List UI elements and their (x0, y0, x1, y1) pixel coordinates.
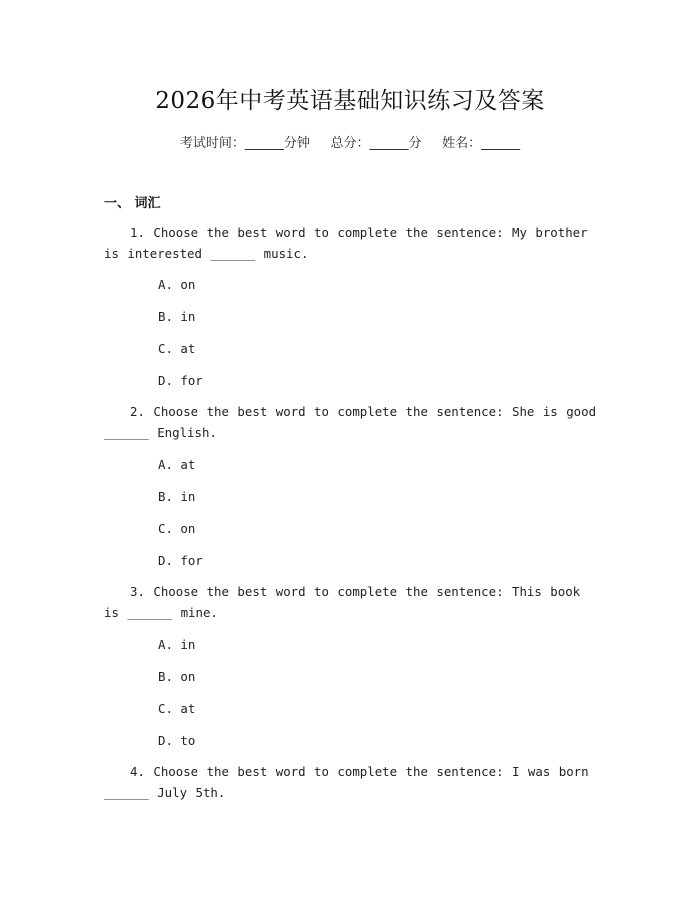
question-1-option-d: D. for (158, 373, 203, 388)
question-2-option-a: A. at (158, 457, 196, 472)
question-2-option-c: C. on (158, 521, 196, 536)
question-4: 4. Choose the best word to complete the sentence: I was born ______ July 5th. (104, 764, 589, 800)
question-1-option-b: B. in (158, 309, 196, 324)
question-1: 1. Choose the best word to complete the sentence: My brother is interested ______ music. (104, 225, 588, 261)
page-title: 2026年中考英语基础知识练习及答案 (155, 88, 545, 114)
question-3-option-d: D. to (158, 733, 196, 748)
question-1-option-c: C. at (158, 341, 196, 356)
question-1-option-a: A. on (158, 277, 196, 292)
question-3-option-a: A. in (158, 637, 196, 652)
question-3: 3. Choose the best word to complete the sentence: This book is ______ mine. (104, 584, 581, 620)
question-2-option-d: D. for (158, 553, 203, 568)
question-3-option-c: C. at (158, 701, 196, 716)
question-2: 2. Choose the best word to complete the sentence: She is good ______ English. (104, 404, 597, 440)
question-2-option-b: B. in (158, 489, 196, 504)
exam-info-line: 考试时间：______分钟 总分：______分 姓名：______ (179, 136, 521, 151)
section-heading: 一、 词汇 (104, 196, 161, 211)
question-3-option-b: B. on (158, 669, 196, 684)
